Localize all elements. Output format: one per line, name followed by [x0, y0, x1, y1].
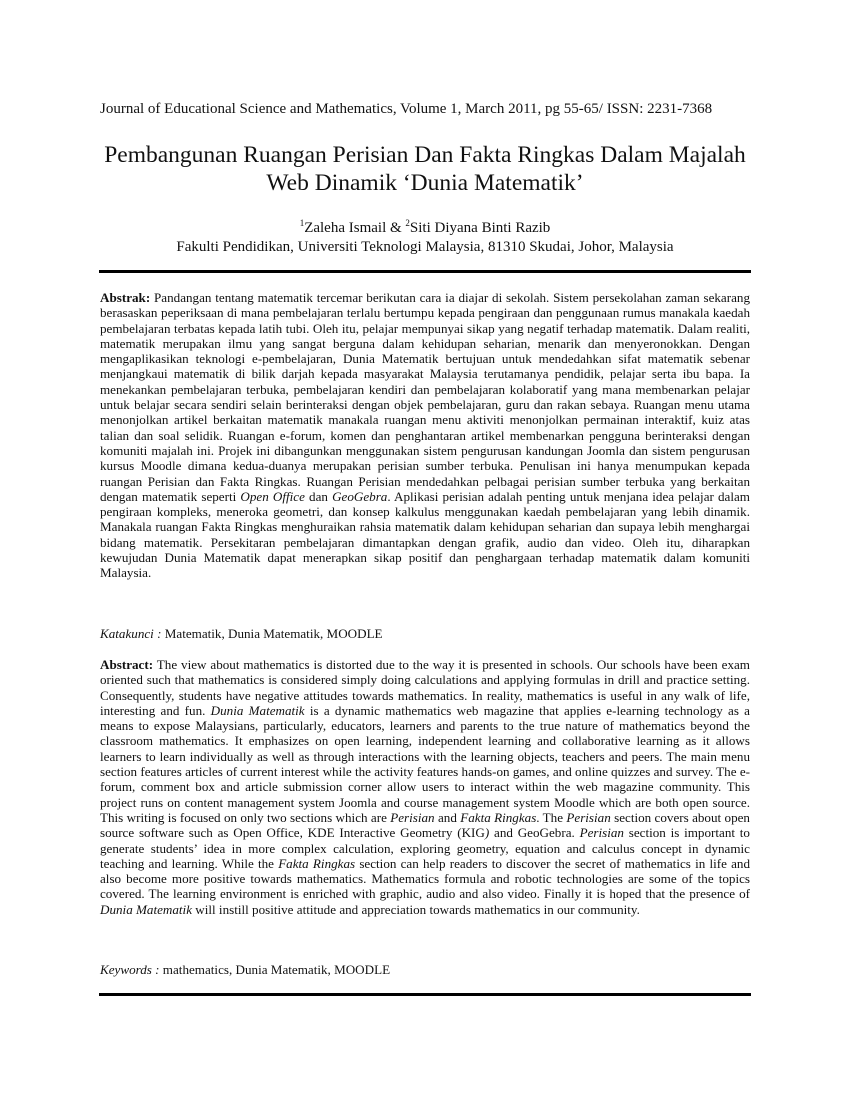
abstract-italic-3: Fakta Ringkas — [460, 809, 537, 825]
author-1-name: Zaleha Ismail & — [304, 220, 406, 236]
abstract-text-6: and GeoGebra. — [489, 825, 580, 841]
abstract-text-4: . The — [536, 809, 567, 825]
abstrak-text-1: Pandangan tentang matematik tercemar berikutan cara ia diajar di sekolah. Sistem persekolahan zaman sekarang berasaskan peperiksaan di mana pembelajaran terlalu bertumpu kepada pengiraan dan penggunaan rumus manakala kaedah pembelajaran terbatas kepada latih tubi. Oleh itu, pelajar mempunyai sikap yang negatif terhadap matematik. Dalam realiti, matematik merupakan ilmu yang sangat berguna dalam kehidupan seharian, menarik dan menyeronokkan. Dengan mengaplikasikan teknologi e-pembelajaran, Dunia Matematik bertujuan untuk mendedahkan sifat matematik sebenar menjangkaui matematik di bilik darjah kepada masyarakat Malaysia terutamanya pendidik, pelajar serta ibu bapa. Ia menekankan pembelajaran terbuka, pembelajaran kendiri dan pembelajaran kolaboratif yang mana membenarkan pelajar untuk belajar secara sendiri selain berinteraksi dengan objek pembelajaran, guru dan rakan sebaya. Ruangan menu utama menonjolkan artikel berkaitan matematik manakala ruangan menu aktiviti menonjolkan permainan interaktif, kuiz atas talian dan soal selidik. Ruangan e-forum, komen dan penghantaran artikel membenarkan pengguna berinteraksi dengan komuniti majalah ini. Projek ini dibangunkan menggunakan sistem pengurusan kandungan Joomla dan sistem pengurusan kursus Moodle dimana kedua-duanya merupakan perisian sumber terbuka. Penulisan ini hanya menumpukan kepada ruangan Perisian dan Fakta Ringkas. Ruangan Perisian mendedahkan pelbagai perisian sumber terbuka yang berkaitan dengan matematik seperti — [100, 290, 750, 504]
abstract-italic-5: ) — [484, 825, 490, 841]
journal-citation — [100, 100, 750, 119]
abstract-text-7: section is important to generate students’ idea in more complex calculation, exploring geometry, equation and calculus concept in dynamic teaching and learning. While the — [100, 825, 750, 871]
abstrak-malay — [100, 290, 750, 581]
abstract-text-3: and — [434, 809, 461, 825]
author-affiliation: Fakulti Pendidikan, Universiti Teknologi Malaysia, 81310 Skudai, Johor, Malaysia — [176, 239, 674, 255]
paper-title-line-2: Web Dinamik ‘Dunia Matematik’ — [266, 170, 584, 196]
abstract-label: Abstract: — [100, 657, 154, 672]
abstract-italic-8: Dunia Matematik — [100, 901, 193, 917]
abstract-italic-6: Perisian — [579, 825, 624, 841]
abstrak-italic-2: GeoGebra — [332, 488, 388, 504]
abstract-italic-7: Fakta Ringkas — [278, 855, 356, 871]
keywords-label: Keywords : — [100, 962, 160, 977]
bottom-divider — [99, 993, 751, 996]
abstract-text-8: section can help readers to discover the secret of mathematics in life and also become more positive towards mathematics. Mathematics formula and robotic technologies are some of the topics covered. The learning environment is enriched with graphic, audio and also video. Finally it is hoped that the presence of — [100, 855, 751, 902]
abstract-english — [100, 657, 750, 917]
author-1-superscript: 1 — [299, 218, 305, 228]
author-names — [100, 219, 750, 238]
author-2-superscript: 2 — [405, 218, 410, 228]
katakunci-text: Matematik, Dunia Matematik, MOODLE — [161, 626, 383, 641]
abstract-text-1: The view about mathematics is distorted due to the way it is presented in schools. Our schools have been exam oriented such that mathematics is considered simply doing calculations and applying formulas in drill and practice setting. Consequently, students have negative attitudes towards mathematics. In reality, mathematics is useful in any walk of life, interesting and fun. — [100, 657, 750, 718]
abstrak-label: Abstrak: — [100, 290, 151, 305]
paper-title — [80, 141, 770, 197]
keywords-text: mathematics, Dunia Matematik, MOODLE — [159, 962, 391, 977]
abstrak-italic-1: Open Office — [240, 488, 305, 504]
abstract-italic-4: Perisian — [566, 809, 611, 825]
top-divider — [99, 270, 751, 273]
paper-title-line-1: Pembangunan Ruangan Perisian Dan Fakta Ringkas Dalam Majalah — [104, 142, 746, 168]
abstract-text-2: is a dynamic mathematics web magazine that applies e-learning technology as a means to expose Malaysians, particularly, educators, learners and parents to the true nature of mathematics beyond the classroom mathematics. It emphasizes on open learning, independent learning and collaborative learning as it allows learners to learn individually as well as through interactions with the learning objects, teachers and peers. The main menu section features articles of current interest while the activity features hands-on games, and online quizzes and survey. The e-forum, comment box and article submission corner allow users to interact within the web magazine community. This project runs on content management system Joomla and course management system Moodle which are both open source. This writing is focused on only two sections which are — [100, 702, 750, 825]
author-block — [100, 219, 750, 257]
keywords — [100, 962, 750, 977]
abstrak-text-3: . Aplikasi perisian adalah penting untuk menjana idea pelajar dalam pengiraan kompleks, meneroka geometri, dan konsep kalkulus menggunakan kaedah pembelajaran yang lebih dinamik. Manakala ruangan Fakta Ringkas menghuraikan rahsia matematik dalam kehidupan seharian dan supaya lebih menghargai bidang matematik. Persekitaran pembelajaran dimantapkan dengan grafik, audio dan video. Oleh itu, diharapkan kewujudan Dunia Matematik dapat menerapkan sikap positif dan penghargaan terhadap matematik dalam komuniti Malaysia. — [100, 488, 750, 581]
abstract-text-9: will instill positive attitude and appreciation towards mathematics in our community. — [192, 901, 640, 917]
katakunci — [100, 626, 750, 641]
abstract-italic-1: Dunia Matematik — [210, 702, 305, 718]
abstract-italic-2: Perisian — [390, 809, 435, 825]
author-2-name: Siti Diyana Binti Razib — [409, 220, 551, 236]
journal-citation-text: Journal of Educational Science and Mathematics, Volume 1, March 2011, pg 55-65/ ISSN: 2231-7368 — [100, 101, 713, 117]
katakunci-label: Katakunci : — [100, 626, 162, 641]
abstract-text-5: section covers about open source software such as Open Office, KDE Interactive Geometry (KIG — [100, 809, 750, 841]
abstrak-text-2: dan — [304, 488, 333, 504]
